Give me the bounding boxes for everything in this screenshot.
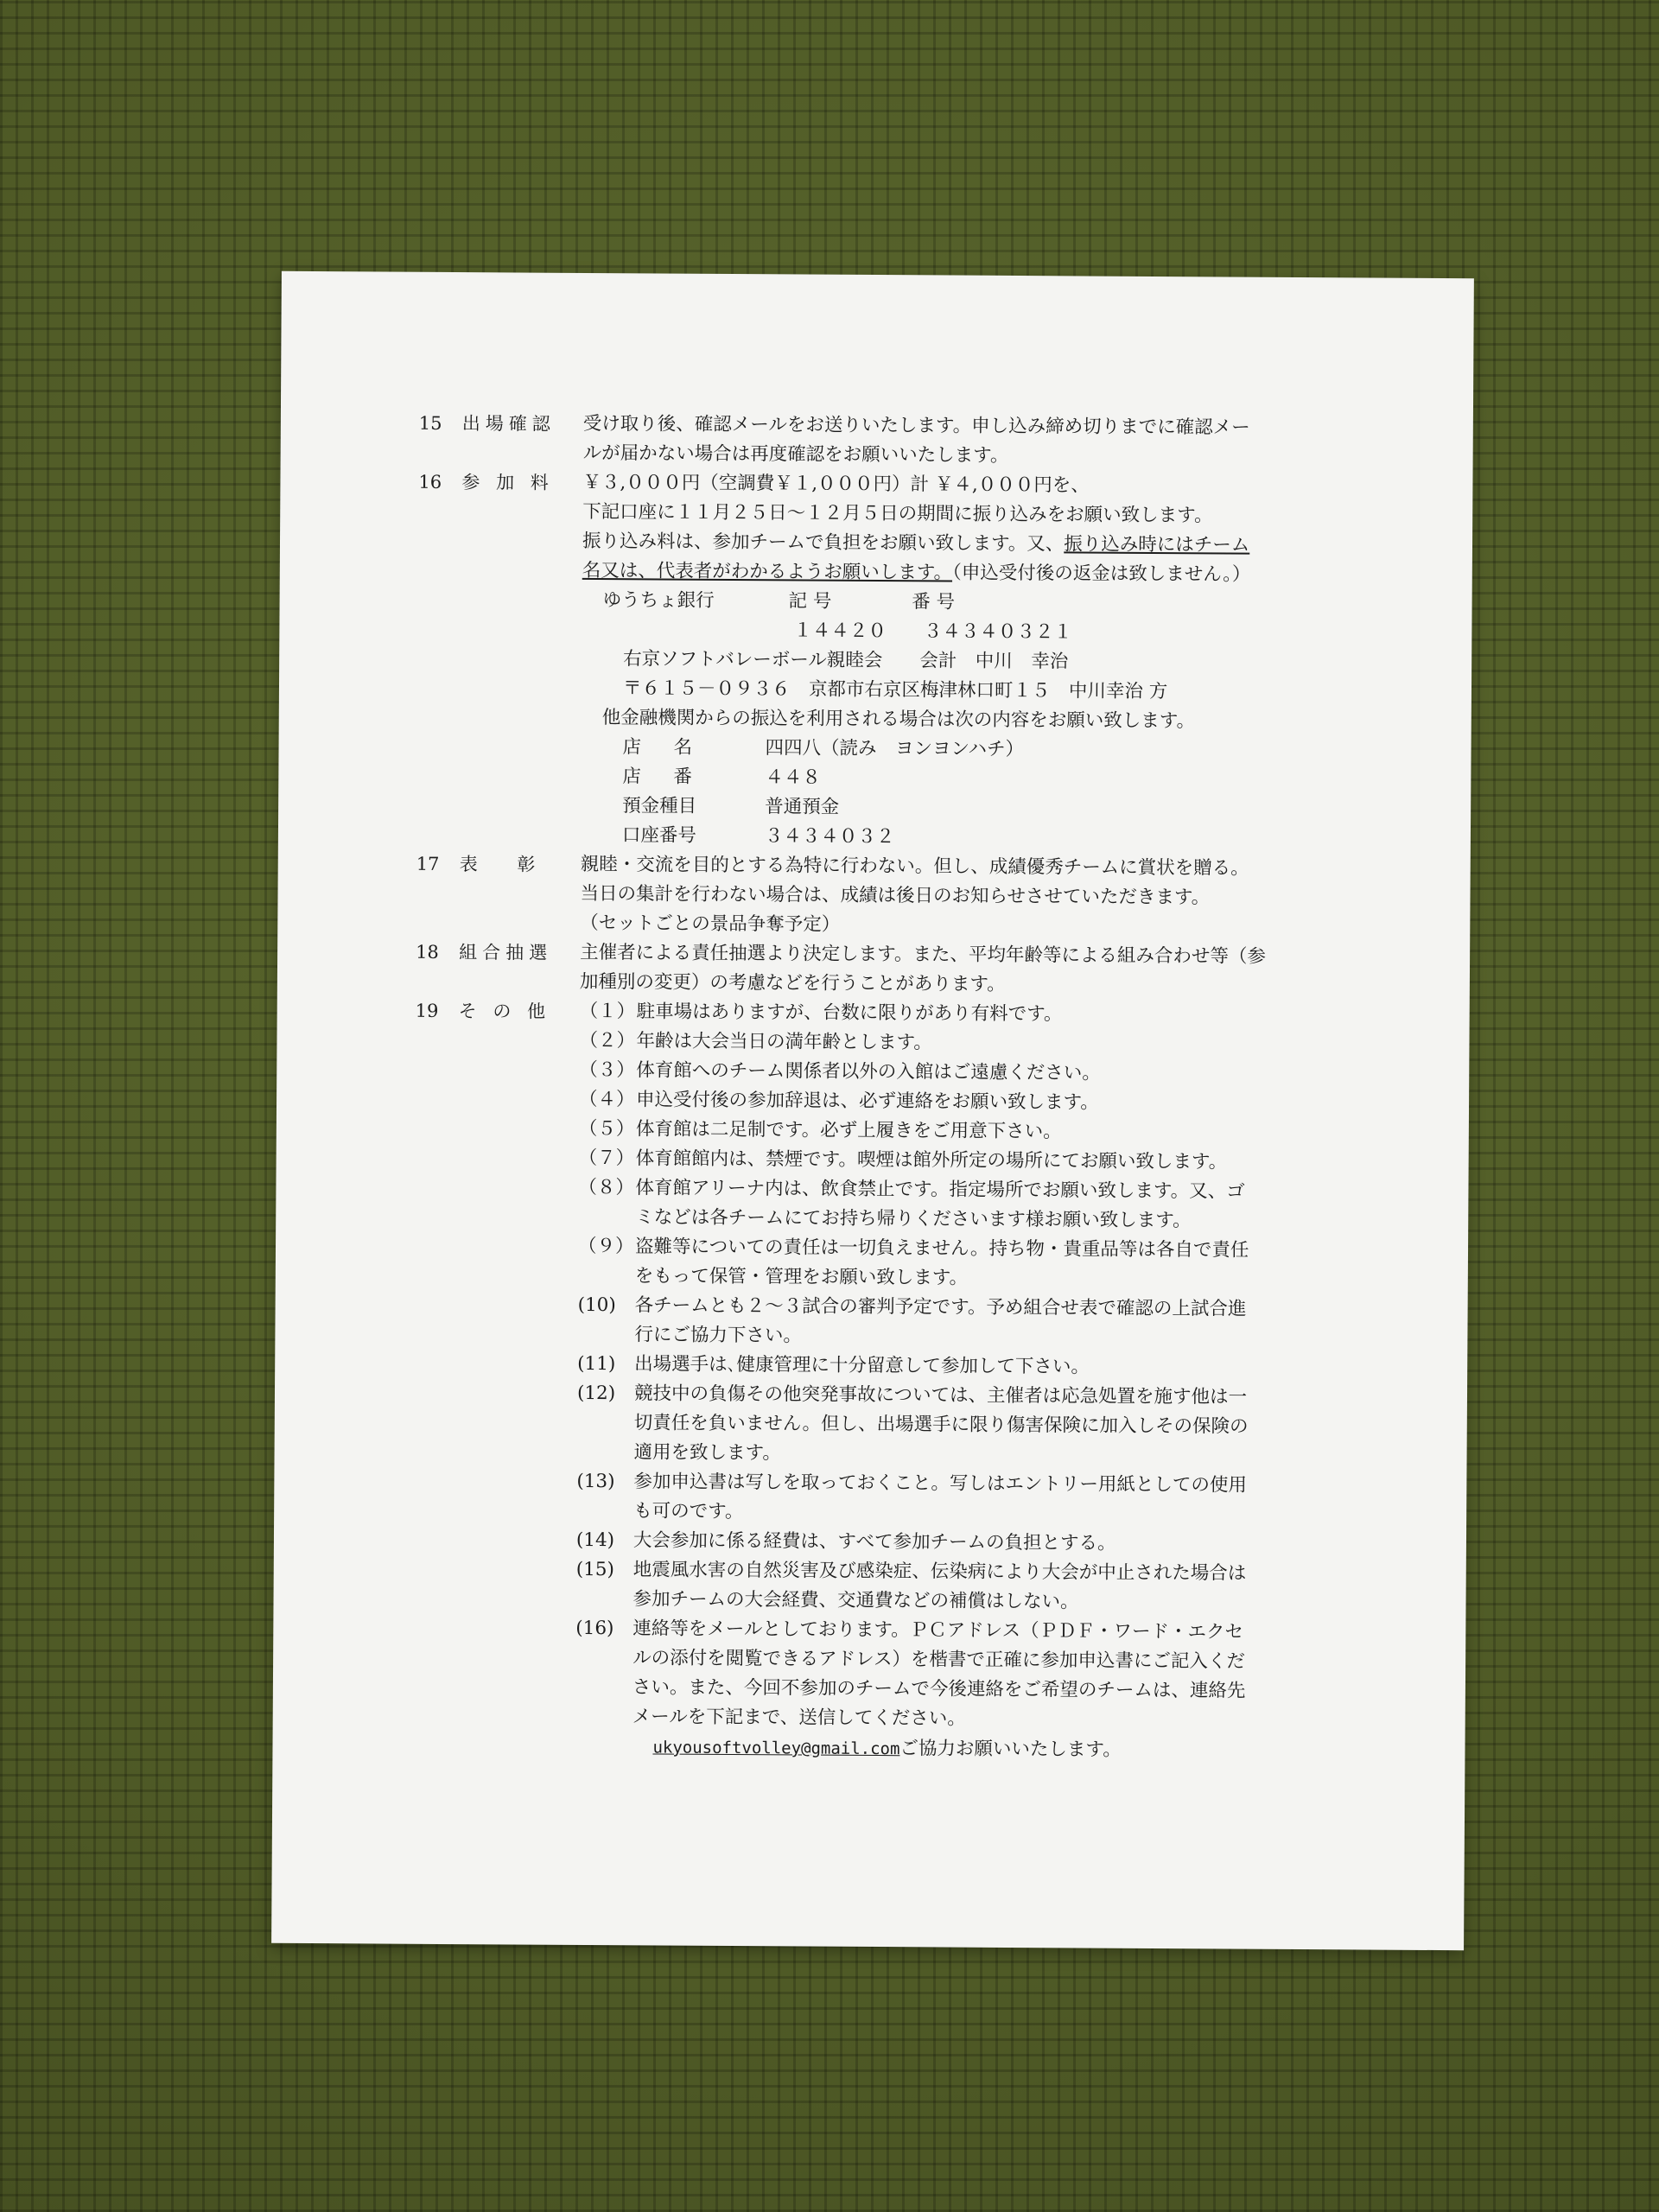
text-line: 適用を致します。 <box>633 1441 781 1465</box>
list-item-text <box>635 1173 1351 1236</box>
list-item <box>575 1614 1350 1736</box>
text-line: も可のです。 <box>633 1500 744 1523</box>
text-line: ルの添付を閲覧できるアドレス）を楷書で正確に参加申込書にご記入くだ <box>632 1647 1246 1673</box>
section-15 <box>419 409 1357 474</box>
list-item <box>576 1379 1351 1471</box>
list-item-number: (16) <box>575 1617 614 1640</box>
bank-numbers: １４４２０ ３４３４０３２１ <box>793 620 1072 644</box>
bank-row-key: 口座番号 <box>621 824 697 847</box>
account-name: 右京ソフトバレーボール親睦会 会計 中川 幸治 <box>623 648 1069 673</box>
list-item-number: (15) <box>575 1558 614 1581</box>
bank-row <box>622 791 1354 825</box>
list-item-text <box>633 1467 1350 1530</box>
list-item-number: （７） <box>578 1147 635 1170</box>
text-line: ￥３,０００円（空調費￥１,０００円）計 ￥４,０００円を、 <box>582 471 1090 497</box>
list-item <box>579 1115 1352 1148</box>
text-line: 地震風水害の自然災害及び感染症、伝染病により大会が中止された場合は <box>632 1559 1247 1585</box>
list-item <box>575 1555 1349 1618</box>
text-span: 振り込み料は、参加チームで負担をお願い致します。又、 <box>582 530 1065 556</box>
document-content <box>410 409 1357 1768</box>
list-item-number: (14) <box>575 1529 615 1552</box>
refund-note: （申込受付後の返金は致しません。） <box>952 562 1251 586</box>
section-number: 17 <box>416 853 440 874</box>
bank-row-value: ４４８ <box>765 766 821 789</box>
text-line: 受け取り後、確認メールをお送りいたします。申し込み締め切りまでに確認メー <box>582 412 1250 439</box>
text-line: 行にご協力下さい。 <box>634 1324 802 1347</box>
text-line: 駐車場はありますが、台数に限りがあり有料です。 <box>636 1001 1063 1026</box>
bank-row-key: 預金種目 <box>622 795 697 817</box>
section-title: 表 彰 <box>459 854 541 875</box>
text-line: （セットごとの景品争奪予定） <box>580 912 841 936</box>
list-item-text <box>636 1144 1352 1178</box>
contact-email-link[interactable]: ukyousoftvolley@gmail.com <box>652 1738 900 1759</box>
text-line: 大会参加に係る経費は、すべて参加チームの負担とする。 <box>632 1529 1116 1554</box>
list-item <box>579 1085 1352 1119</box>
text-line: 年齢は大会当日の満年齢とします。 <box>636 1030 932 1054</box>
text-line: 主催者による責任抽選より決定します。また、平均年齢等による組み合わせ等（参 <box>580 941 1266 968</box>
section-title: 参 加 料 <box>461 472 554 493</box>
list-item <box>577 1350 1351 1383</box>
list-item-number: （４） <box>578 1088 635 1111</box>
bank-row-key: 店 名 <box>622 736 700 759</box>
text-line: 各チームとも２～３試合の審判予定です。予め組合せ表で確認の上試合進 <box>634 1294 1247 1320</box>
list-item-number: （５） <box>578 1117 635 1141</box>
other-banks-note: 他金融機関からの振込を利用される場合は次の内容をお願い致します。 <box>601 707 1196 733</box>
list-item <box>576 1526 1350 1560</box>
text-line: 連絡等をメールとしております。ＰＣアドレス（ＰＤＦ・ワード・エクセ <box>632 1618 1244 1643</box>
section-number: 16 <box>418 471 442 493</box>
section-title: 出場確認 <box>461 413 556 435</box>
text-line: さい。また、今回不参加のチームで今後連絡をご希望のチームは、連絡先 <box>632 1676 1246 1702</box>
text-line: メールを下記まで、送信してください。 <box>632 1706 966 1730</box>
section-17 <box>416 849 1354 944</box>
section-title: 組合抽選 <box>459 942 553 963</box>
closing-text: ご協力お願いいたします。 <box>899 1738 1122 1761</box>
text-line: ミなどは各チームにてお持ち帰りくださいます様お願い致します。 <box>635 1206 1192 1232</box>
text-line: 競技中の負傷その他突発事故については、主催者は応急処置を施す他は一 <box>633 1382 1248 1408</box>
text-line: 親睦・交流を目的とする為特に行わない。但し、成績優秀チームに賞状を贈る。 <box>580 853 1249 880</box>
list-item-text <box>636 1115 1352 1148</box>
list-item-text <box>632 1614 1350 1736</box>
bank-row <box>622 733 1354 766</box>
text-line: 当日の集計を行わない場合は、成績は後日のお知らせさせていただきます。 <box>580 882 1211 909</box>
text-line: 申込受付後の参加辞退は、必ず連絡をお願い致します。 <box>635 1089 1099 1114</box>
text-line: 体育館アリーナ内は、飲食禁止です。指定場所でお願い致します。又、ゴ <box>635 1177 1245 1203</box>
bank-row-value: ３４３４０３２ <box>764 825 895 849</box>
list-item-number: (12) <box>576 1382 616 1405</box>
bank-row-key: 店 番 <box>622 766 699 788</box>
list-item-text <box>635 1232 1351 1295</box>
list-item-number: （３） <box>579 1058 635 1082</box>
text-line: 出場選手は､健康管理に十分留意して参加して下さい。 <box>634 1353 1090 1378</box>
address: 〒６１５－０９３６ 京都市右京区梅津林口町１５ 中川幸治 方 <box>622 677 1168 703</box>
text-line: 体育館館内は、禁煙です。喫煙は館外所定の場所にてお願い致します。 <box>635 1147 1228 1173</box>
contact-line <box>410 1731 1348 1768</box>
text-line: 下記口座に１１月２５日～１２月５日の期間に振り込みをお願い致します。 <box>582 500 1213 527</box>
bank-row-value: 普通預金 <box>765 796 840 818</box>
text-line: 参加申込書は写しを取っておくこと。写しはエントリー用紙としての使用 <box>633 1471 1247 1497</box>
list-item <box>579 1027 1352 1060</box>
list-item-text <box>636 1085 1352 1119</box>
text-line: 体育館は二足制です。必ず上履きをご用意下さい。 <box>635 1118 1062 1143</box>
list-item-text <box>634 1350 1351 1383</box>
text-line: 盗難等についての責任は一切負えません。持ち物・貴重品等は各自で責任 <box>634 1236 1249 1262</box>
list-item-text <box>633 1526 1350 1560</box>
list-item-number: (10) <box>577 1294 616 1317</box>
list-item <box>578 1173 1351 1236</box>
bank-header: ゆうちょ銀行 記 号 番 号 <box>602 589 956 613</box>
list-item <box>578 1232 1351 1295</box>
text-line: 参加チームの大会経費、交通費などの補償はしない。 <box>632 1588 1079 1613</box>
list-item-text <box>634 1291 1351 1354</box>
list-item-number: (11) <box>577 1352 616 1376</box>
list-item-number: （８） <box>578 1176 635 1199</box>
list-item-number: （２） <box>579 1029 636 1052</box>
other-items-list <box>575 997 1353 1736</box>
text-line <box>582 556 1356 590</box>
list-item-text <box>636 1027 1352 1060</box>
section-number: 15 <box>418 412 442 434</box>
list-item <box>579 1144 1352 1178</box>
section-19 <box>411 996 1353 1737</box>
list-item-number: （９） <box>577 1235 634 1258</box>
section-number: 19 <box>415 1000 439 1021</box>
section-18 <box>416 938 1353 1002</box>
text-line: 加種別の変更）の考慮などを行うことがあります。 <box>579 970 1006 995</box>
text-line: をもって保管・管理をお願い致します。 <box>634 1265 969 1289</box>
section-number: 18 <box>416 941 439 963</box>
list-item-text <box>632 1555 1349 1618</box>
list-item-text <box>633 1379 1351 1471</box>
bank-row <box>622 762 1354 796</box>
list-item-text <box>636 1056 1352 1090</box>
bank-row-value: 四四八（読み ヨンヨンハチ） <box>765 737 1025 761</box>
text-line: 体育館へのチーム関係者以外の入館はご遠慮ください。 <box>636 1059 1101 1084</box>
bank-row <box>622 821 1354 855</box>
text-line <box>582 527 1356 561</box>
list-item-number: (13) <box>576 1470 615 1493</box>
underlined-text: 名又は、代表者がわかるようお願いします。 <box>582 559 953 584</box>
section-16 <box>416 467 1357 855</box>
list-item <box>576 1467 1350 1530</box>
document-page <box>271 271 1474 1950</box>
underlined-text: 振り込み時にはチーム <box>1064 533 1250 556</box>
text-line: ルが届かない場合は再度確認をお願いいたします。 <box>582 442 1009 467</box>
list-item <box>579 1056 1352 1090</box>
text-line: 切責任を負いません。但し、出場選手に限り傷害保険に加入しその保険の <box>633 1412 1249 1438</box>
list-item <box>580 997 1353 1031</box>
list-item-text <box>637 997 1353 1031</box>
section-title: そ の 他 <box>458 1001 551 1022</box>
list-item <box>577 1291 1351 1354</box>
list-item-number: （１） <box>579 1000 636 1023</box>
